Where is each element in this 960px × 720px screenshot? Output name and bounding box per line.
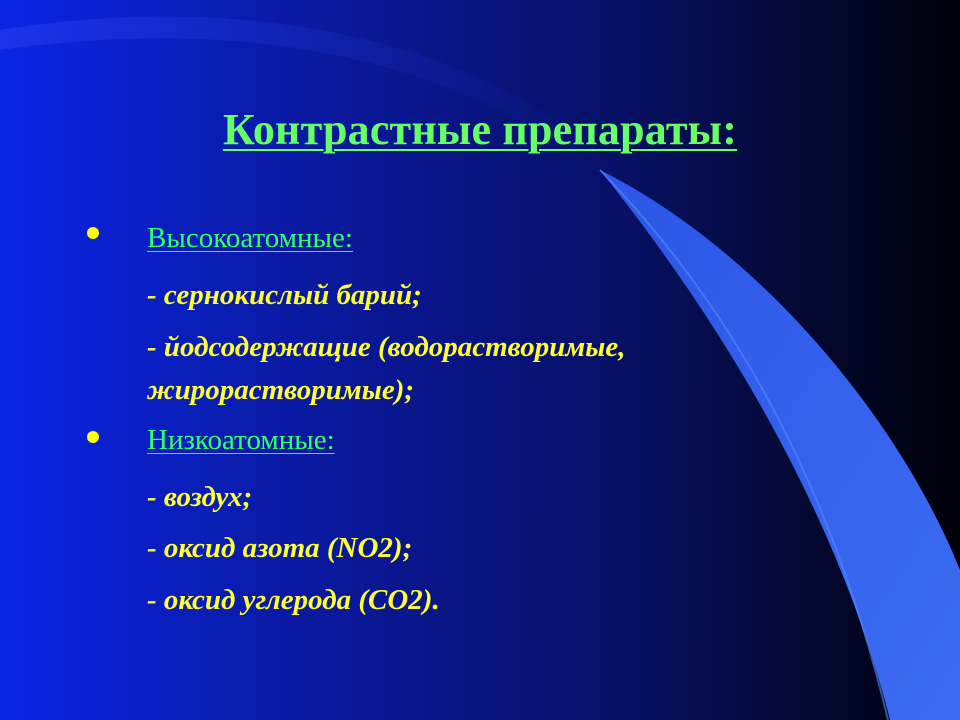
bullet-icon bbox=[87, 227, 99, 239]
list-item-iodine-contrast: - йодсодержащие (водорастворимые, bbox=[147, 331, 626, 363]
slide-title: Контрастные препараты: bbox=[222, 105, 738, 154]
list-item-carbon-oxide: - оксид углерода (CO2). bbox=[147, 584, 440, 616]
list-item-nitrogen-oxide: - оксид азота (NO2); bbox=[147, 532, 413, 564]
section-label-high-atomic: Высокоатомные: bbox=[147, 222, 353, 254]
list-item-barium-sulfate: - сернокислый барий; bbox=[147, 279, 422, 311]
list-item-iodine-contrast-cont: жирорастворимые); bbox=[147, 374, 415, 406]
section-label-low-atomic: Низкоатомные: bbox=[147, 424, 335, 456]
right-swoosh bbox=[600, 170, 960, 720]
list-item-air: - воздух; bbox=[147, 481, 253, 513]
bullet-icon bbox=[87, 431, 99, 443]
